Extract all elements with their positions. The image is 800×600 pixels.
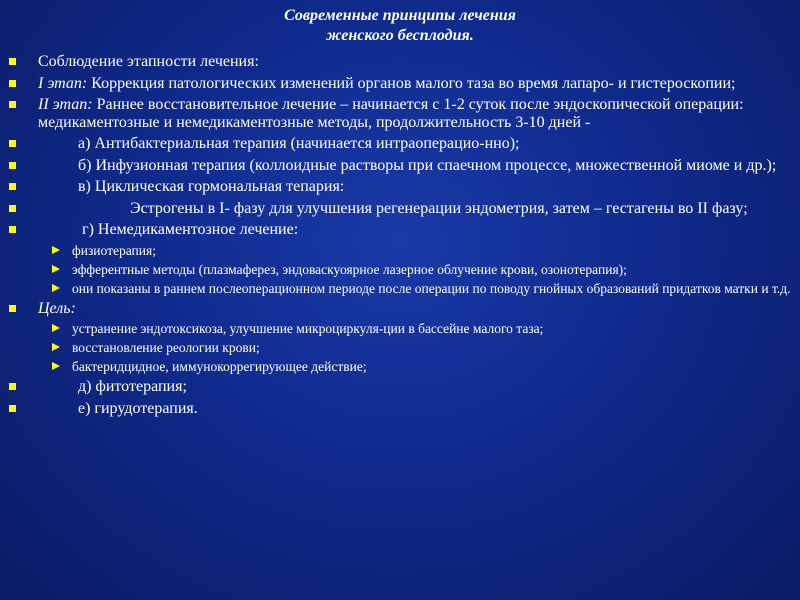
list-item [8, 75, 792, 93]
arrow-bullet-icon [52, 246, 60, 254]
square-bullet-icon [9, 183, 16, 190]
item-text: б) Инфузионная терапия (коллоидные растворы при спаечном процессе, множественной миоме и др.); [78, 156, 777, 174]
list-item [8, 221, 792, 239]
sub-item-text: восстановление реологии крови; [72, 340, 260, 355]
square-bullet-icon [9, 205, 16, 212]
item-text: д) фитотерапия; [78, 378, 187, 395]
sub-list-item [8, 340, 792, 355]
slide-title [0, 6, 800, 46]
item-text: Раннее восстановительное лечение – начинается с 1-2 суток после эндоскопической операции: медикаментозные и немедикаментозные методы, продолжительность 3-10 дней - [38, 96, 744, 131]
title-line-1: Современные принципы лечения [284, 7, 516, 24]
list-item [8, 53, 792, 71]
arrow-bullet-icon [52, 284, 60, 292]
title-line-2: женского бесплодия. [326, 27, 474, 44]
sub-list-item [8, 359, 792, 374]
item-text: Эстрогены в I- фазу для улучшения регенерации эндометрия, затем – гестагены во II фазу; [130, 199, 748, 217]
list-item [8, 400, 792, 418]
sub-item-text: они показаны в раннем послеоперационном периоде после операции по поводу гнойных образований придатков матки и т.д. [72, 280, 791, 296]
item-text: в) Циклическая гормональная тепария: [78, 178, 345, 195]
list-item [8, 157, 792, 175]
square-bullet-icon [9, 383, 16, 390]
square-bullet-icon [9, 305, 16, 312]
sub-list-item [8, 321, 792, 336]
square-bullet-icon [9, 80, 16, 87]
square-bullet-icon [9, 226, 16, 233]
goals-label: Цель: [38, 299, 76, 317]
square-bullet-icon [9, 140, 16, 147]
sub-item-text: физиотерапия; [72, 242, 156, 258]
item-text: е) гирудотерапия. [78, 399, 198, 417]
sub-item-text: устранение эндотоксикоза, улучшение микроциркуля-ции в бассейне малого таза; [72, 321, 544, 336]
list-item [8, 96, 792, 131]
sub-list-item [8, 281, 792, 296]
sub-list-item [8, 262, 792, 277]
list-item [8, 200, 792, 218]
sub-list-item [8, 243, 792, 258]
square-bullet-icon [9, 162, 16, 169]
sub-item-text: бактеридцидное, иммунокоррегирующее действие; [72, 359, 367, 374]
square-bullet-icon [9, 101, 16, 108]
item-label: II этап: [38, 96, 93, 113]
item-text: г) Немедикаментозное лечение: [82, 221, 299, 238]
list-item [8, 178, 792, 196]
square-bullet-icon [9, 58, 16, 65]
square-bullet-icon [9, 405, 16, 412]
arrow-bullet-icon [52, 343, 60, 351]
arrow-bullet-icon [52, 265, 60, 273]
sub-item-text: эфферентные методы (плазмаферез, эндоваскуоярное лазерное облучение крови, озонотерапия); [72, 261, 627, 277]
item-text: Коррекция патологических изменений органов малого таза во время лапаро- и гистероскопии; [87, 74, 736, 92]
list-item [8, 300, 792, 318]
arrow-bullet-icon [52, 362, 60, 370]
arrow-bullet-icon [52, 324, 60, 332]
item-text: а) Антибактериальная терапия (начинается интраоперацио-нно); [78, 135, 520, 152]
item-label: I этап: [38, 74, 88, 92]
list-item [8, 135, 792, 153]
item-text: Соблюдение этапности лечения: [38, 53, 259, 70]
bullet-list [8, 53, 792, 421]
list-item [8, 378, 792, 396]
